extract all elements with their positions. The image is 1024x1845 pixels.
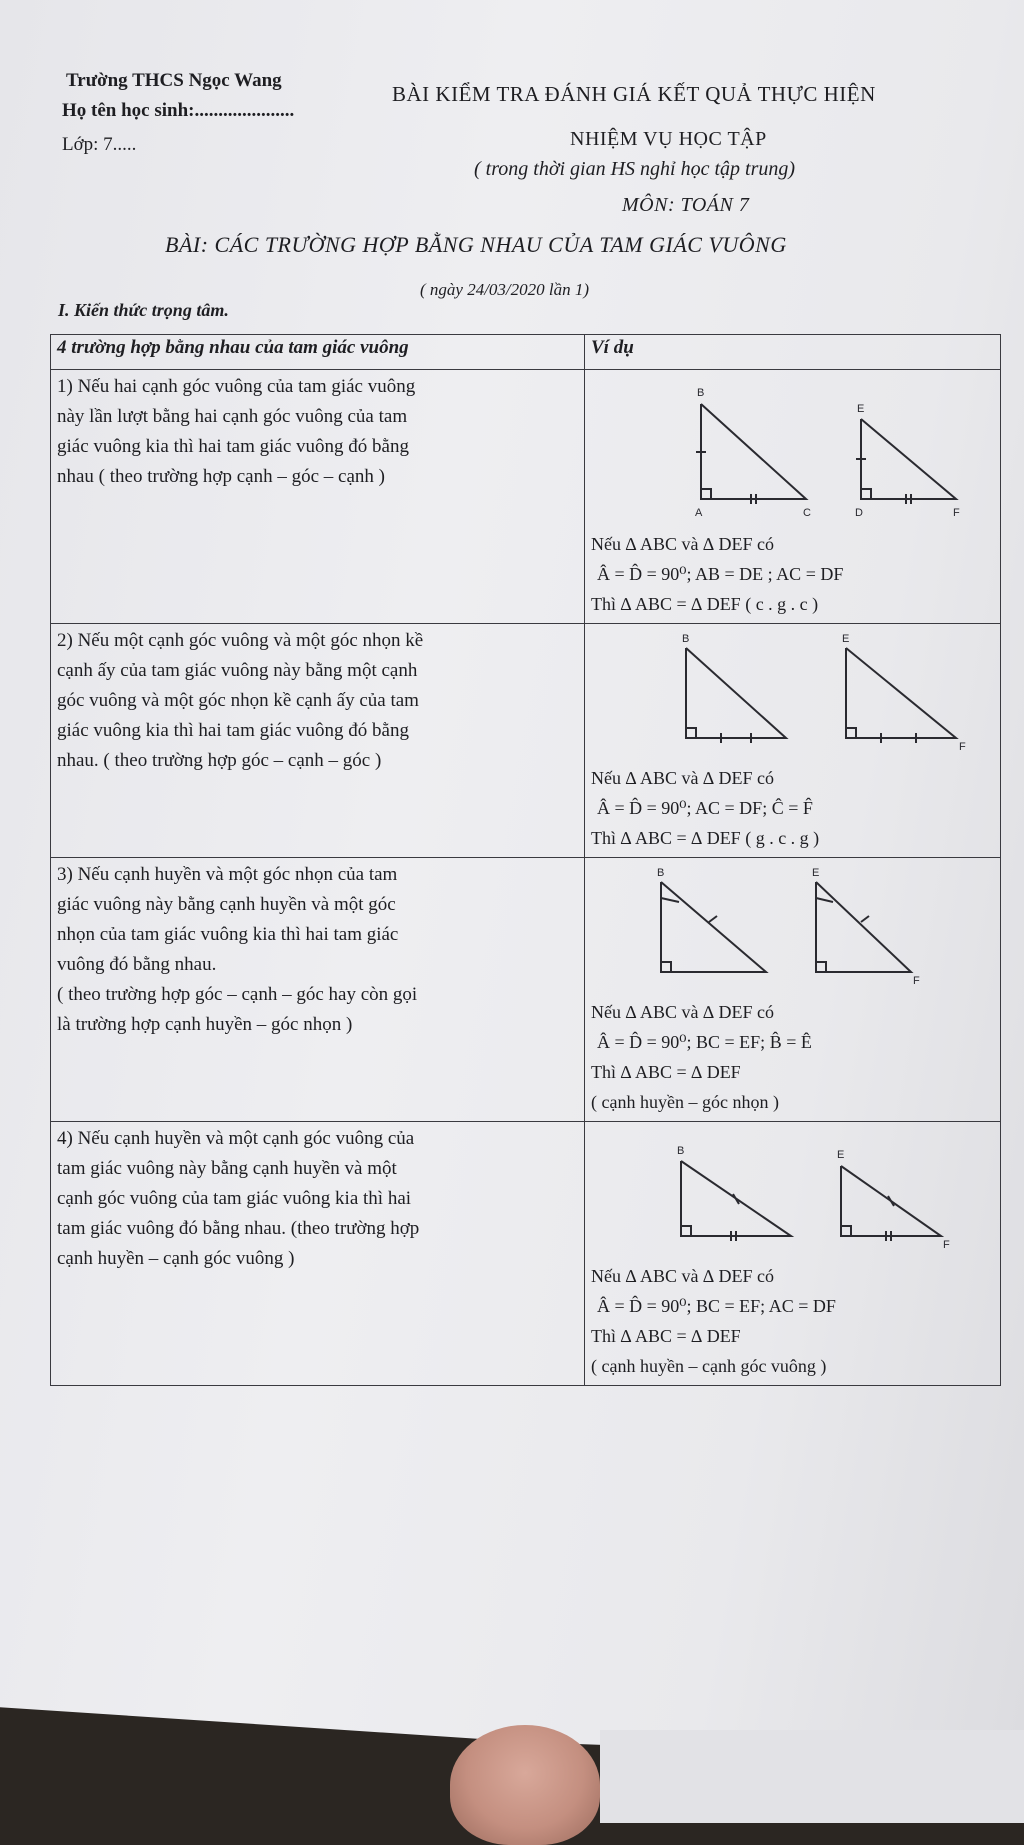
example-line: Thì ∆ ABC = ∆ DEF ( g . c . g ): [591, 828, 820, 848]
test-title-line2: NHIỆM VỤ HỌC TẬP: [570, 128, 767, 150]
text-line: 1) Nếu hai cạnh góc vuông của tam giác vuông: [57, 376, 416, 397]
table-row: [51, 858, 1001, 1122]
text-line: nhau. ( theo trường hợp góc – cạnh – góc ): [57, 750, 382, 771]
case-text: [51, 858, 585, 1122]
triangle-abc: [701, 404, 806, 499]
angle-mark: [816, 898, 833, 902]
case-text: [51, 370, 585, 624]
right-angle-mark: [816, 962, 826, 972]
example-line: Thì ∆ ABC = ∆ DEF: [591, 1062, 741, 1082]
right-angle-mark: [686, 728, 696, 738]
class-line: Lớp: 7.....: [62, 134, 137, 155]
text-line: vuông đó bằng nhau.: [57, 954, 217, 975]
text-line: nhau ( theo trường hợp cạnh – góc – cạnh ): [57, 466, 385, 487]
lesson-date: ( ngày 24/03/2020 lần 1): [420, 280, 590, 299]
vertex-label: F: [943, 1239, 950, 1251]
vertex-label: E: [837, 1149, 845, 1161]
background-paper: [600, 1730, 1024, 1823]
text-line: tam giác vuông này bằng cạnh huyền và một: [57, 1158, 397, 1179]
example-cell: [585, 858, 1001, 1122]
test-title-line1: BÀI KIỂM TRA ĐÁNH GIÁ KẾT QUẢ THỰC HIỆN: [392, 82, 876, 106]
text-line: 2) Nếu một cạnh góc vuông và một góc nhọn kề: [57, 630, 424, 651]
vertex-label: F: [913, 975, 920, 987]
text-line: này lần lượt bằng hai cạnh góc vuông của tam: [57, 406, 408, 427]
text-line: là trường hợp cạnh huyền – góc nhọn ): [57, 1014, 353, 1035]
triangle-figures: [591, 374, 991, 524]
example-line: Â = D̂ = 90⁰; AC = DF; Ĉ = F̂: [597, 798, 813, 818]
example-cell: [585, 1122, 1001, 1386]
vertex-label: D: [855, 507, 863, 519]
example-line: Thì ∆ ABC = ∆ DEF ( c . g . c ): [591, 594, 819, 614]
vertex-label: B: [697, 387, 705, 399]
triangle-figures: [591, 628, 991, 758]
right-angle-mark: [841, 1226, 851, 1236]
example-line: Nếu ∆ ABC và ∆ DEF có: [591, 1002, 775, 1022]
triangle-figures: [591, 862, 991, 992]
text-line: 4) Nếu cạnh huyền và một cạnh góc vuông của: [57, 1128, 415, 1149]
example-line: Thì ∆ ABC = ∆ DEF: [591, 1326, 741, 1346]
finger-photo-artifact: [450, 1725, 600, 1845]
text-line: ( theo trường hợp góc – cạnh – góc hay còn gọi: [57, 984, 418, 1005]
text-line: 3) Nếu cạnh huyền và một góc nhọn của tam: [57, 864, 398, 885]
vertex-label: B: [677, 1145, 685, 1157]
lesson-title: BÀI: CÁC TRƯỜNG HỢP BẰNG NHAU CỦA TAM GIÁC VUÔNG: [165, 232, 787, 257]
header-example: Ví dụ: [585, 335, 1001, 370]
tick-mark: [709, 916, 717, 922]
text-line: cạnh ấy của tam giác vuông này bằng một cạnh: [57, 660, 418, 681]
text-line: tam giác vuông đó bằng nhau. (theo trường hợp: [57, 1218, 420, 1239]
triangle-figures: [591, 1126, 991, 1256]
right-angle-mark: [661, 962, 671, 972]
example-line: ( cạnh huyền – góc nhọn ): [591, 1092, 779, 1112]
table-row: [51, 1122, 1001, 1386]
case-text: [51, 624, 585, 858]
vertex-label: F: [959, 741, 966, 753]
section-heading: I. Kiến thức trọng tâm.: [58, 300, 229, 320]
example-line: Â = D̂ = 90⁰; BC = EF; AC = DF: [597, 1296, 836, 1316]
vertex-label: A: [695, 507, 703, 519]
example-line: Â = D̂ = 90⁰; AB = DE ; AC = DF: [597, 564, 844, 584]
angle-mark: [661, 898, 679, 902]
triangle-abc: [661, 882, 766, 972]
header-cases: 4 trường hợp bằng nhau của tam giác vuông: [51, 335, 585, 370]
table-row: [51, 624, 1001, 858]
vertex-label: B: [682, 633, 690, 645]
text-line: góc vuông và một góc nhọn kề cạnh ấy của tam: [57, 690, 419, 711]
example-cell: [585, 370, 1001, 624]
subject: MÔN: TOÁN 7: [622, 194, 750, 216]
text-line: giác vuông này bằng cạnh huyền và một góc: [57, 894, 396, 915]
vertex-label: F: [953, 507, 960, 519]
table-row: [51, 370, 1001, 624]
right-angle-mark: [681, 1226, 691, 1236]
cases-table: [50, 334, 1001, 1386]
triangle-abc: [686, 648, 786, 738]
example-line: Nếu ∆ ABC và ∆ DEF có: [591, 1266, 775, 1286]
right-angle-mark: [861, 489, 871, 499]
text-line: giác vuông kia thì hai tam giác vuông đó bằng: [57, 720, 409, 741]
vertex-label: E: [812, 867, 820, 879]
example-line: Nếu ∆ ABC và ∆ DEF có: [591, 534, 775, 554]
text-line: giác vuông kia thì hai tam giác vuông đó bằng: [57, 436, 409, 457]
example-line: Nếu ∆ ABC và ∆ DEF có: [591, 768, 775, 788]
text-line: cạnh góc vuông của tam giác vuông kia thì hai: [57, 1188, 412, 1209]
test-note: ( trong thời gian HS nghỉ học tập trung): [474, 158, 796, 180]
table-header-row: [51, 335, 1001, 370]
case-text: [51, 1122, 585, 1386]
school-name: Trường THCS Ngọc Wang: [66, 70, 282, 91]
vertex-label: E: [857, 403, 865, 415]
text-line: nhọn của tam giác vuông kia thì hai tam giác: [57, 924, 399, 945]
tick-mark: [861, 916, 869, 922]
triangle-def: [846, 648, 956, 738]
text-line: cạnh huyền – cạnh góc vuông ): [57, 1248, 295, 1269]
example-line: Â = D̂ = 90⁰; BC = EF; B̂ = Ê: [597, 1032, 812, 1052]
vertex-label: C: [803, 507, 811, 519]
right-angle-mark: [701, 489, 711, 499]
vertex-label: E: [842, 633, 850, 645]
example-cell: [585, 624, 1001, 858]
vertex-label: B: [657, 867, 665, 879]
triangle-def: [861, 419, 956, 499]
right-angle-mark: [846, 728, 856, 738]
tick-mark: [888, 1196, 894, 1206]
student-name-line: Họ tên học sinh:.....................: [62, 100, 295, 121]
triangle-def: [816, 882, 911, 972]
example-line: ( cạnh huyền – cạnh góc vuông ): [591, 1356, 827, 1376]
